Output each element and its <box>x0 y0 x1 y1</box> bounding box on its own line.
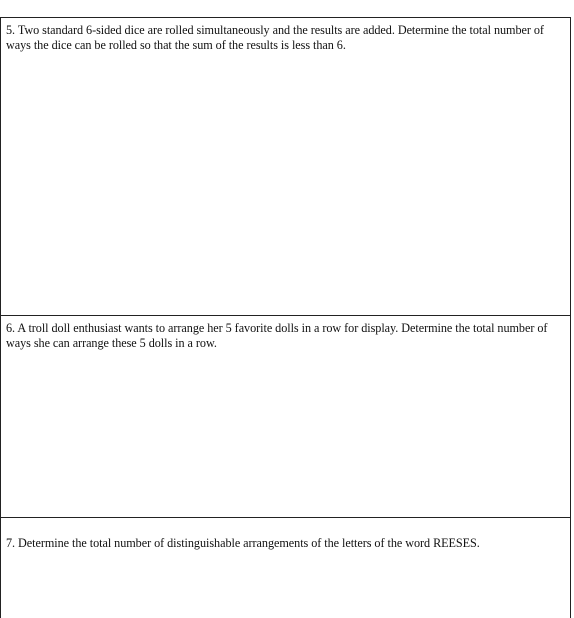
question-5-answer-space[interactable] <box>1 58 570 315</box>
question-7-text: 7. Determine the total number of distinguishable arrangements of the letters of the word REESES. <box>6 536 480 550</box>
question-6-answer-space[interactable] <box>1 356 570 517</box>
question-5-box <box>0 17 571 315</box>
question-7-answer-space[interactable] <box>1 558 570 618</box>
question-7-box <box>0 517 571 618</box>
question-6-text: 6. A troll doll enthusiast wants to arrange her 5 favorite dolls in a row for display. Determine the total number of ways she can arrange these 5 dolls in a row. <box>6 321 548 350</box>
question-6-box <box>0 315 571 517</box>
question-5-text: 5. Two standard 6-sided dice are rolled simultaneously and the results are added. Determine the total number of ways the dice can be rolled so that the sum of the results is less than 6. <box>6 23 544 52</box>
